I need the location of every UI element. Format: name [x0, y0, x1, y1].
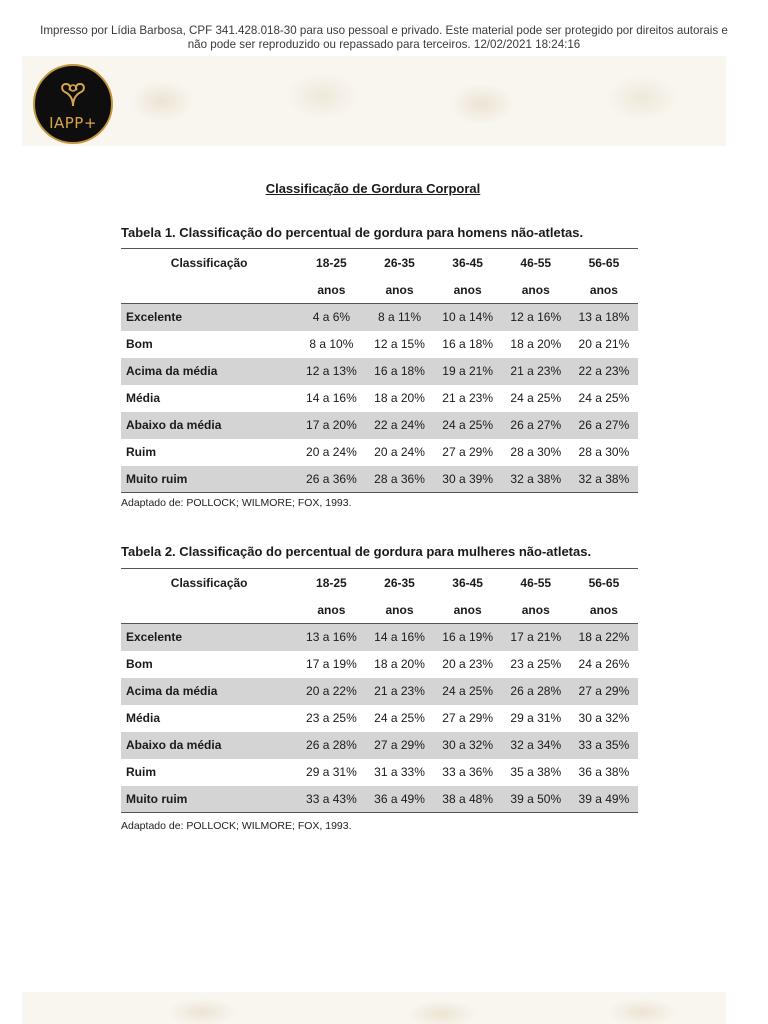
table-row — [121, 786, 638, 813]
document-title: Classificação de Gordura Corporal — [265, 181, 481, 196]
table-cell-value: 27 a 29% — [578, 684, 630, 698]
table-cell-value: 28 a 30% — [510, 445, 562, 459]
table-cell-value: 39 a 49% — [578, 791, 630, 806]
table-cell-value: 24 a 25% — [374, 711, 425, 725]
table-cell-value: 26 a 28% — [306, 738, 357, 752]
row-classification-label: Ruim — [126, 445, 156, 459]
table-row — [121, 705, 638, 732]
column-header-unit: anos — [317, 602, 346, 617]
column-header-age: 26-35 — [384, 255, 415, 270]
table-cell-value: 32 a 38% — [578, 471, 630, 486]
ornamental-header-banner — [22, 56, 726, 146]
table-cell-value: 10 a 14% — [442, 310, 493, 325]
table-cell-value: 33 a 36% — [442, 765, 493, 779]
table-cell-value: 18 a 22% — [578, 630, 630, 645]
row-classification-label: Excelente — [126, 310, 183, 325]
table-cell-value: 28 a 30% — [578, 445, 630, 459]
table-header-unit-row — [121, 596, 638, 624]
table-header-row — [121, 249, 638, 277]
column-header-classification: Classificação — [170, 575, 248, 590]
table-cell-value: 14 a 16% — [374, 630, 425, 645]
row-classification-label: Abaixo da média — [126, 418, 222, 432]
column-header-unit: anos — [453, 282, 482, 297]
table-cell-value: 20 a 22% — [306, 684, 357, 698]
column-header-empty — [121, 276, 297, 304]
row-classification-label: Abaixo da média — [126, 738, 222, 752]
table-cell-value: 21 a 23% — [442, 391, 493, 405]
table-cell-value: 14 a 16% — [306, 391, 357, 405]
print-watermark — [0, 24, 768, 52]
table-cell-value: 8 a 10% — [309, 337, 354, 351]
table-cell-value: 27 a 29% — [374, 738, 425, 752]
table-cell-value: 13 a 18% — [578, 310, 630, 325]
table-cell-value: 17 a 21% — [510, 630, 562, 645]
table-header-unit-row — [121, 276, 638, 304]
table-cell-value: 33 a 43% — [306, 791, 357, 806]
table-row — [121, 331, 638, 358]
table-1-caption: Tabela 1. Classificação do percentual de gordura para homens não-atletas. — [121, 225, 584, 240]
table-cell-value: 8 a 11% — [377, 310, 422, 325]
table-cell-value: 29 a 31% — [510, 711, 562, 725]
table-cell-value: 20 a 24% — [374, 445, 425, 459]
table-cell-value: 20 a 21% — [578, 337, 630, 351]
table-cell-value: 17 a 19% — [306, 657, 357, 671]
ornamental-footer-banner — [22, 992, 726, 1024]
table-cell-value: 39 a 50% — [510, 791, 562, 806]
table-row — [121, 678, 638, 705]
table-row — [121, 624, 638, 651]
row-classification-label: Média — [126, 391, 161, 405]
table-cell-value: 18 a 20% — [374, 657, 425, 671]
table-cell-value: 4 a 6% — [312, 310, 351, 325]
flower-logo-icon — [55, 76, 91, 112]
table-cell-value: 23 a 25% — [306, 711, 357, 725]
table-cell-value: 24 a 25% — [578, 391, 630, 405]
table-row — [121, 466, 638, 493]
table-1-source: Adaptado de: POLLOCK; WILMORE; FOX, 1993. — [121, 497, 352, 509]
row-classification-label: Ruim — [126, 765, 156, 779]
table-cell-value: 20 a 24% — [306, 445, 357, 459]
column-header-age: 56-65 — [588, 575, 620, 590]
table-women — [121, 568, 638, 813]
table-row — [121, 439, 638, 466]
table-cell-value: 33 a 35% — [578, 738, 630, 752]
table-cell-value: 30 a 32% — [442, 738, 493, 752]
logo-text: IAPP+ — [49, 114, 97, 132]
table-cell-value: 19 a 21% — [442, 364, 493, 378]
table-cell-value: 16 a 18% — [442, 337, 493, 351]
column-header-unit: anos — [317, 282, 346, 297]
table-cell-value: 31 a 33% — [374, 765, 425, 779]
table-cell-value: 22 a 23% — [578, 364, 630, 378]
column-header-unit: anos — [453, 602, 482, 617]
table-cell-value: 13 a 16% — [306, 630, 357, 645]
table-cell-value: 12 a 13% — [306, 364, 357, 378]
table-cell-value: 24 a 25% — [510, 391, 562, 405]
row-classification-label: Acima da média — [126, 364, 218, 378]
row-classification-label: Bom — [126, 657, 153, 671]
table-cell-value: 38 a 48% — [442, 791, 493, 806]
table-row — [121, 385, 638, 412]
table-header-row — [121, 569, 638, 597]
watermark-line-2: não pode ser reproduzido ou repassado para terceiros. 12/02/2021 18:24:16 — [187, 38, 581, 51]
table-cell-value: 12 a 15% — [374, 337, 425, 351]
table-cell-value: 32 a 34% — [510, 738, 562, 752]
table-cell-value: 23 a 25% — [510, 657, 562, 671]
column-header-age: 36-45 — [452, 255, 483, 270]
table-cell-value: 30 a 32% — [578, 711, 630, 725]
table-cell-value: 26 a 36% — [306, 471, 357, 486]
column-header-unit: anos — [521, 602, 550, 617]
table-cell-value: 26 a 27% — [510, 418, 562, 432]
table-cell-value: 24 a 25% — [442, 418, 493, 432]
table-cell-value: 18 a 20% — [374, 391, 425, 405]
table-row — [121, 759, 638, 786]
column-header-age: 46-55 — [520, 575, 552, 590]
column-header-age: 36-45 — [452, 575, 483, 590]
table-2-caption: Tabela 2. Classificação do percentual de gordura para mulheres não-atletas. — [121, 544, 592, 559]
table-row — [121, 732, 638, 759]
row-classification-label: Muito ruim — [126, 791, 188, 806]
row-classification-label: Acima da média — [126, 684, 218, 698]
table-row — [121, 651, 638, 678]
table-cell-value: 21 a 23% — [374, 684, 425, 698]
column-header-empty — [121, 596, 297, 624]
table-cell-value: 26 a 28% — [510, 684, 562, 698]
row-classification-label: Média — [126, 711, 161, 725]
table-men — [121, 248, 638, 493]
table-row — [121, 358, 638, 385]
table-cell-value: 17 a 20% — [306, 418, 357, 432]
table-cell-value: 24 a 26% — [578, 657, 630, 671]
table-cell-value: 30 a 39% — [442, 471, 493, 486]
watermark-line-1: Impresso por Lídia Barbosa, CPF 341.428.018-30 para uso pessoal e privado. Este material pode ser protegido por direitos autorais e — [40, 24, 728, 37]
column-header-classification: Classificação — [170, 255, 248, 270]
table-cell-value: 36 a 49% — [374, 791, 425, 806]
row-classification-label: Bom — [126, 337, 153, 351]
table-cell-value: 21 a 23% — [510, 364, 562, 378]
table-cell-value: 29 a 31% — [306, 765, 357, 779]
column-header-unit: anos — [589, 602, 618, 617]
table-cell-value: 12 a 16% — [510, 310, 562, 325]
table-cell-value: 27 a 29% — [442, 711, 493, 725]
row-classification-label: Muito ruim — [126, 471, 188, 486]
column-header-age: 46-55 — [520, 255, 552, 270]
column-header-unit: anos — [521, 282, 550, 297]
column-header-unit: anos — [385, 602, 414, 617]
table-row — [121, 412, 638, 439]
table-cell-value: 24 a 25% — [442, 684, 493, 698]
table-cell-value: 16 a 18% — [374, 364, 425, 378]
column-header-age: 18-25 — [316, 575, 347, 590]
table-cell-value: 16 a 19% — [442, 630, 493, 645]
table-cell-value: 35 a 38% — [510, 765, 562, 779]
table-cell-value: 18 a 20% — [510, 337, 562, 351]
table-cell-value: 27 a 29% — [442, 445, 493, 459]
iapp-logo — [33, 64, 113, 144]
table-cell-value: 22 a 24% — [374, 418, 425, 432]
table-cell-value: 28 a 36% — [374, 471, 425, 486]
column-header-unit: anos — [385, 282, 414, 297]
column-header-age: 26-35 — [384, 575, 415, 590]
table-cell-value: 20 a 23% — [442, 657, 493, 671]
table-2-source: Adaptado de: POLLOCK; WILMORE; FOX, 1993. — [121, 820, 352, 832]
table-cell-value: 32 a 38% — [510, 471, 562, 486]
table-cell-value: 36 a 38% — [578, 765, 630, 779]
row-classification-label: Excelente — [126, 630, 183, 645]
table-row — [121, 304, 638, 331]
column-header-age: 56-65 — [588, 255, 620, 270]
column-header-age: 18-25 — [316, 255, 347, 270]
table-cell-value: 26 a 27% — [578, 418, 630, 432]
column-header-unit: anos — [589, 282, 618, 297]
